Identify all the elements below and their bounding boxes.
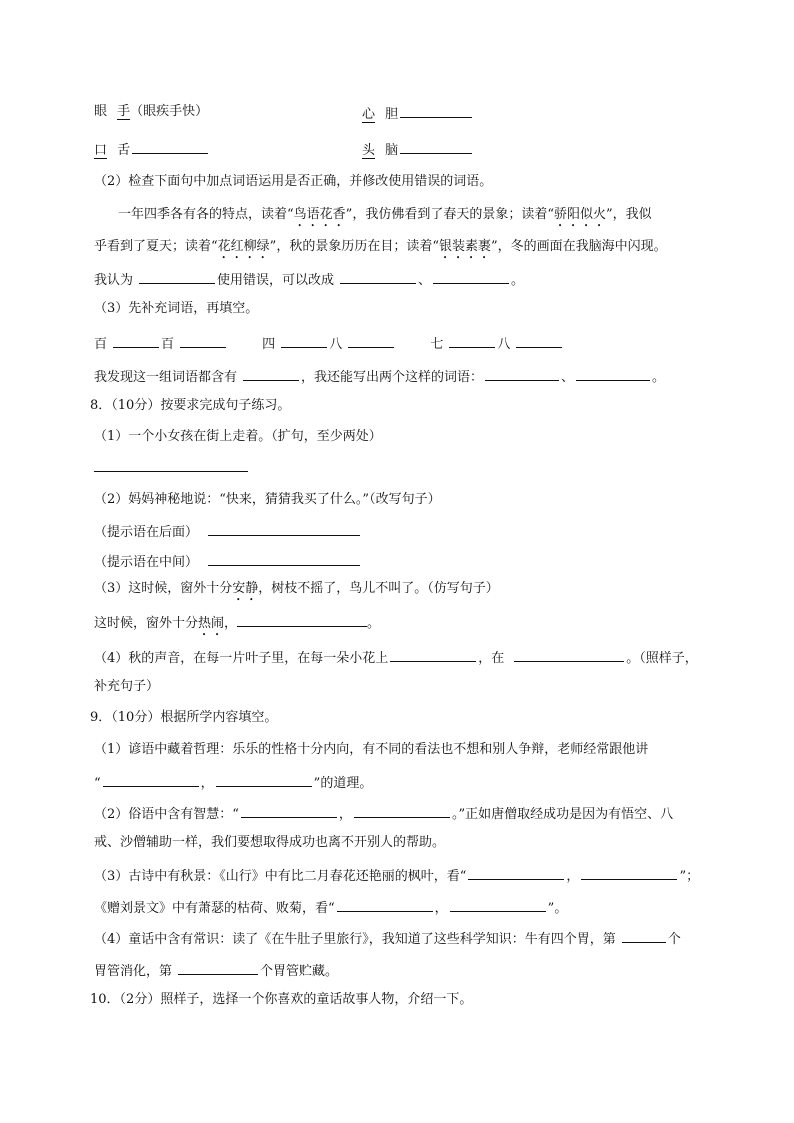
text-fragment: ”，我仿佛看到了春天的景象；读着“ [345, 207, 554, 222]
text-fragment: 我认为 [94, 273, 134, 288]
fill-char: 八 [497, 337, 511, 352]
dotted-word-1: 鸟语花香 [293, 207, 346, 222]
poem-blank-2[interactable] [581, 866, 677, 880]
q8-s2b [94, 552, 362, 571]
prompt-after-label: （提示语在后面） [94, 525, 199, 540]
idiom1-char1: 眼 [94, 104, 108, 119]
text-fragment: 《赠刘景文》中有萧瑟的枯荷、败菊，看“ [94, 901, 335, 916]
fill-blank[interactable] [348, 334, 394, 348]
prompt-middle-blank[interactable] [208, 552, 360, 566]
text-fragment: ，树枝不摇了，鸟儿不叫了。（仿写句子） [258, 581, 499, 596]
q7-part3-fill-row [94, 334, 564, 353]
text-fragment: 个 [667, 932, 681, 947]
saying-blank-2[interactable] [354, 804, 450, 818]
fill-blank[interactable] [281, 334, 327, 348]
poem-blank-3[interactable] [337, 898, 433, 912]
fill-char: 七 [430, 337, 444, 352]
stomach-blank-2[interactable] [178, 961, 258, 975]
fill-char: 百 [161, 337, 175, 352]
idiom4-blank[interactable] [400, 140, 472, 154]
fill-char: 八 [329, 337, 343, 352]
text-fragment: （3）这时候，窗外十分 [94, 581, 233, 596]
q8-s4 [94, 648, 698, 667]
idiom3-char2: 舌 [117, 143, 131, 158]
text-fragment: 。（照样子， [626, 651, 698, 666]
q9-s3 [94, 866, 699, 885]
idiom1-char2: 手 [117, 104, 131, 119]
text-fragment: 我发现这一组词语都含有 [94, 370, 238, 385]
text-fragment: ”，冬的画面在我脑海中闪现。 [490, 239, 667, 254]
idiom2-blank[interactable] [400, 104, 472, 118]
q7-part2-line1 [118, 207, 652, 230]
text-fragment: （2）俗语中含有智慧：“ [94, 807, 239, 822]
q8-s3-answer [94, 613, 380, 639]
idiom1-note: （眼疾手快） [130, 104, 209, 119]
q8-s1: （1）一个小女孩在街上走着。（扩句，至少两处） [94, 429, 382, 444]
q7-part2-line3 [94, 270, 524, 289]
text-fragment: 一年四季各有各的特点，读着“ [118, 207, 294, 222]
idiom3-char1: 口 [94, 143, 108, 158]
q8-s4-cont: 补充句子） [94, 679, 160, 694]
word-blank-2[interactable] [576, 367, 650, 381]
text-fragment: ”。 [547, 901, 568, 916]
fill-blank[interactable] [180, 334, 226, 348]
q7-part2-title: （2）检查下面句中加点词语运用是否正确，并修改使用错误的词语。 [94, 174, 493, 189]
correction-blank-1[interactable] [340, 270, 416, 284]
q9-title: 9．（10分）根据所学内容填空。 [90, 710, 278, 725]
text-fragment: ， [224, 616, 238, 631]
text-fragment: 、 [418, 273, 432, 288]
idiom-row-4 [362, 140, 474, 159]
imitate-blank[interactable] [237, 613, 367, 627]
q7-part2-line2 [94, 239, 667, 262]
q8-s3 [94, 581, 499, 604]
q7-part3-title: （3）先补充词语，再填空。 [94, 301, 259, 316]
text-fragment: ， [338, 807, 352, 822]
text-fragment: ”； [679, 869, 700, 884]
text-fragment: 这时候，窗外十分 [94, 616, 199, 631]
idiom3-blank[interactable] [132, 140, 208, 154]
text-fragment: 。 [367, 616, 381, 631]
poem-blank-1[interactable] [468, 866, 564, 880]
saying-blank-1[interactable] [241, 804, 337, 818]
dotted-word-3: 花红柳绿 [217, 239, 270, 254]
text-fragment: 乎看到了夏天；读着“ [94, 239, 218, 254]
correction-blank-2[interactable] [433, 270, 509, 284]
prompt-after-blank[interactable] [208, 522, 360, 536]
text-fragment: ， [566, 869, 580, 884]
contains-blank[interactable] [243, 367, 299, 381]
prompt-middle-label: （提示语在中间） [94, 555, 199, 570]
q8-s2a [94, 522, 362, 541]
dotted-word-quiet: 安静 [232, 581, 259, 596]
idiom2-char1: 心 [362, 107, 376, 122]
q9-s1: （1）谚语中藏着哲理：乐乐的性格十分内向，有不同的看法也不想和别人争辩，老师经常跟他讲 [94, 742, 649, 757]
text-fragment: ，在 [478, 651, 505, 666]
fill-blank[interactable] [113, 334, 159, 348]
text-fragment: 。 [511, 273, 525, 288]
text-fragment: ， [200, 776, 214, 791]
q8-s2: （2）妈妈神秘地说：“快来，猜猜我买了什么。”（改写句子） [94, 492, 441, 507]
stomach-blank-1[interactable] [622, 929, 666, 943]
wrong-word-blank[interactable] [139, 270, 215, 284]
text-fragment: ”，我似 [605, 207, 652, 222]
q9-s2 [94, 804, 673, 823]
q8-s1-answer [94, 458, 248, 477]
idiom4-char2: 脑 [385, 143, 399, 158]
q9-s3-cont [94, 898, 567, 917]
idiom-row-1 [94, 104, 208, 120]
expand-answer-blank[interactable] [94, 458, 248, 472]
text-fragment: 、 [561, 370, 575, 385]
text-fragment: ， [434, 901, 448, 916]
poem-blank-4[interactable] [450, 898, 546, 912]
text-fragment: 。”正如唐僧取经成功是因为有悟空、八 [451, 807, 674, 822]
text-fragment: 。 [652, 370, 666, 385]
idiom2-char2: 胆 [385, 107, 399, 122]
q7-part3-end [94, 367, 665, 386]
text-fragment: “ [94, 776, 101, 791]
q8-title: 8．（10分）按要求完成句子练习。 [90, 398, 291, 413]
proverb-blank-2[interactable] [216, 773, 312, 787]
dotted-word-4: 银装素裹 [438, 239, 491, 254]
idiom-row-2 [362, 104, 474, 123]
proverb-blank-1[interactable] [103, 773, 199, 787]
word-blank-1[interactable] [485, 367, 559, 381]
q10-title: 10．（2分）照样子，选择一个你喜欢的童话故事人物，介绍一下。 [90, 992, 473, 1007]
q9-s1-cont [94, 773, 372, 792]
dotted-word-2: 骄阳似火 [553, 207, 606, 222]
autumn-blank-1[interactable] [390, 648, 476, 662]
text-fragment: 使用错误，可以改成 [217, 273, 335, 288]
text-fragment: （3）古诗中有秋景：《山行》中有比二月春花还艳丽的枫叶，看“ [94, 869, 467, 884]
text-fragment: （4）秋的声音，在每一片叶子里，在每一朵小花上 [94, 651, 389, 666]
idiom4-char1: 头 [362, 143, 376, 158]
fill-char: 四 [262, 337, 276, 352]
fill-char: 百 [94, 337, 108, 352]
q9-s2-cont: 戒、沙僧辅助一样，我们要想取得成功也离不开别人的帮助。 [94, 835, 446, 850]
text-fragment: ”的道理。 [313, 776, 373, 791]
idiom-row-3 [94, 140, 210, 159]
autumn-blank-2[interactable] [514, 648, 624, 662]
text-fragment: ，我还能写出两个这样的词语： [301, 370, 484, 385]
text-fragment: 胃管消化，第 [94, 964, 173, 979]
q9-s4-cont [94, 961, 338, 980]
fill-blank[interactable] [516, 334, 562, 348]
q9-s4 [94, 929, 681, 948]
dotted-word-lively: 热闹 [198, 616, 225, 631]
text-fragment: ”，秋的景象历历在目；读着“ [269, 239, 439, 254]
text-fragment: 个胃管贮藏。 [260, 964, 339, 979]
fill-blank[interactable] [449, 334, 495, 348]
text-fragment: （4）童话中含有常识：读了《在牛肚子里旅行》，我知道了这些科学知识：牛有四个胃，第 [94, 932, 616, 947]
